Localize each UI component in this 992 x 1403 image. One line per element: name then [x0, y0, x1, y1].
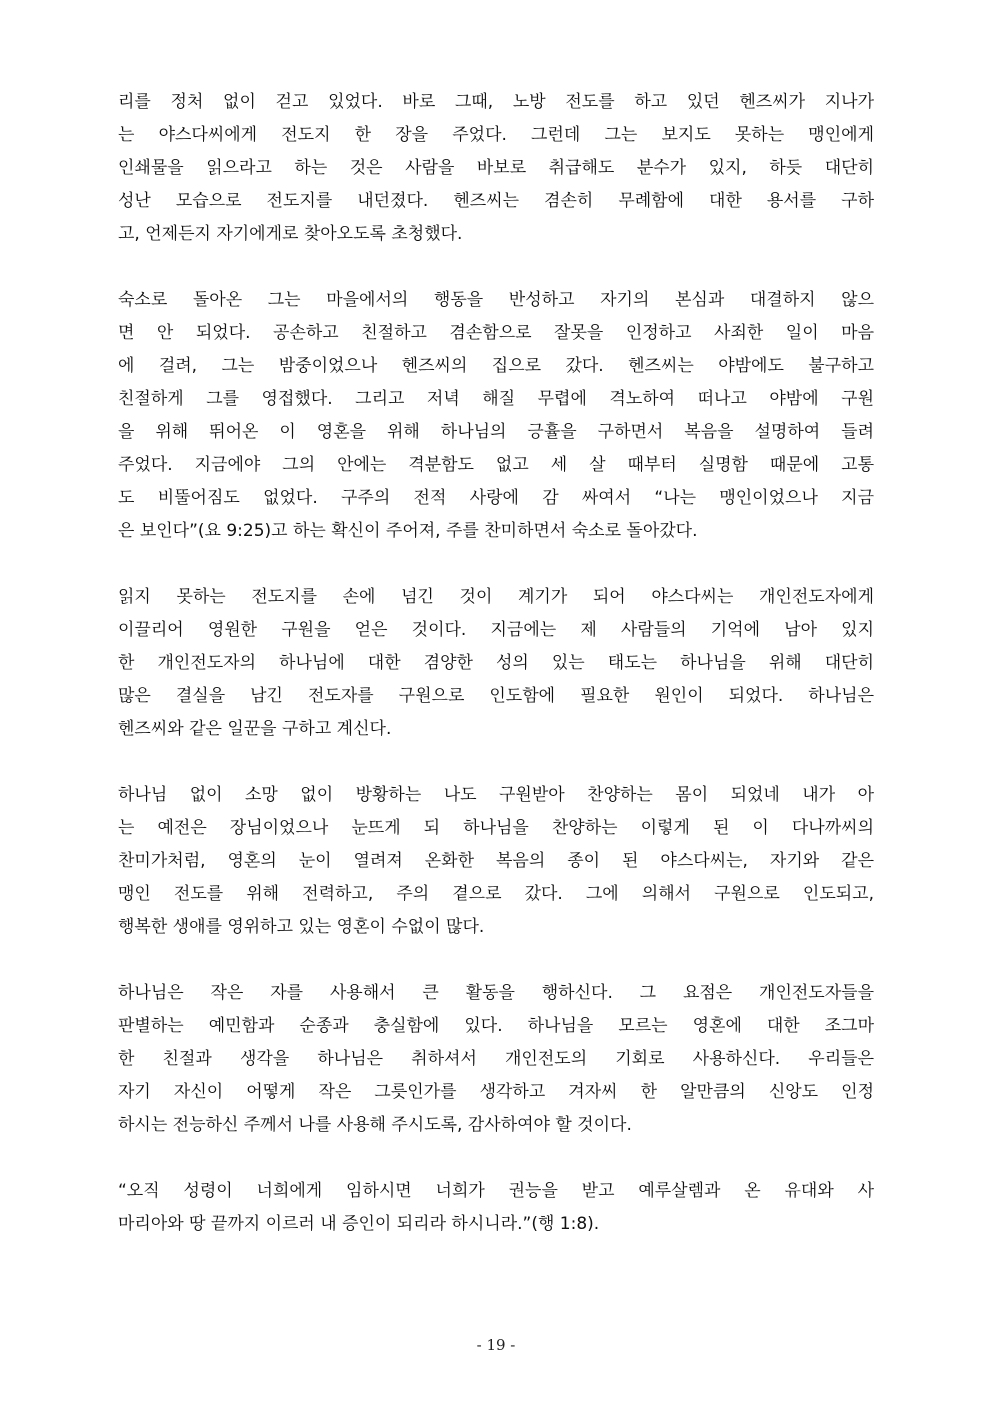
text-line: 숙소로 돌아온 그는 마을에서의 행동을 반성하고 자기의 본심과 대결하지 않으 — [118, 290, 874, 310]
document-body — [118, 86, 874, 1274]
paragraph-5 — [118, 977, 874, 1142]
text-line: 하나님은 작은 자를 사용해서 큰 활동을 행하신다. 그 요점은 개인전도자들을 — [118, 983, 874, 1003]
text-line: 헨즈씨와 같은 일꾼을 구하고 계신다. — [118, 719, 392, 739]
text-line: 은 보인다”(요 9:25)고 하는 확신이 주어져, 주를 찬미하면서 숙소로 돌아갔다. — [118, 521, 698, 541]
text-line: 행복한 생애를 영위하고 있는 영혼이 수없이 많다. — [118, 917, 485, 937]
paragraph-2 — [118, 284, 874, 548]
text-line: 는 야스다씨에게 전도지 한 장을 주었다. 그런데 그는 보지도 못하는 맹인에게 — [118, 125, 874, 145]
text-line: 찬미가처럼, 영혼의 눈이 열려져 온화한 복음의 종이 된 야스다씨는, 자기와 같은 — [118, 851, 874, 871]
text-line: 이끌리어 영원한 구원을 얻은 것이다. 지금에는 제 사람들의 기억에 남아 있지 — [118, 620, 874, 640]
text-line: 주었다. 지금에야 그의 안에는 격분함도 없고 세 살 때부터 실명함 때문에 고통 — [118, 455, 874, 475]
text-line: 하나님 없이 소망 없이 방황하는 나도 구원받아 찬양하는 몸이 되었네 내가 아 — [118, 785, 874, 805]
paragraph-4 — [118, 779, 874, 944]
text-line: 도 비뚤어짐도 없었다. 구주의 전적 사랑에 감 싸여서 “나는 맹인이었으나 지금 — [118, 488, 874, 508]
text-line: 을 위해 뛰어온 이 영혼을 위해 하나님의 긍휼을 구하면서 복음을 설명하여 들려 — [118, 422, 874, 442]
text-line: 한 개인전도자의 하나님에 대한 겸양한 성의 있는 태도는 하나님을 위해 대단히 — [118, 653, 874, 673]
text-line: 친절하게 그를 영접했다. 그리고 저녁 해질 무렵에 격노하여 떠나고 야밤에 구원 — [118, 389, 874, 409]
text-line: 인쇄물을 읽으라고 하는 것은 사람을 바보로 취급해도 분수가 있지, 하듯 대단히 — [118, 158, 874, 178]
text-line: 고, 언제든지 자기에게로 찾아오도록 초청했다. — [118, 224, 463, 244]
text-line: 맹인 전도를 위해 전력하고, 주의 곁으로 갔다. 그에 의해서 구원으로 인도되고, — [118, 884, 874, 904]
text-line: 리를 정처 없이 걷고 있었다. 바로 그때, 노방 전도를 하고 있던 헨즈씨가 지나가 — [118, 92, 874, 112]
text-line: 많은 결실을 남긴 전도자를 구원으로 인도함에 필요한 원인이 되었다. 하나님은 — [118, 686, 874, 706]
text-line: 성난 모습으로 전도지를 내던졌다. 헨즈씨는 겸손히 무례함에 대한 용서를 구하 — [118, 191, 874, 211]
paragraph-1 — [118, 86, 874, 251]
text-line: 판별하는 예민함과 순종과 충실함에 있다. 하나님을 모르는 영혼에 대한 조그마 — [118, 1016, 874, 1036]
paragraph-6 — [118, 1175, 874, 1241]
page-number: - 19 - — [476, 1336, 516, 1354]
text-line: 는 예전은 장님이었으나 눈뜨게 되 하나님을 찬양하는 이렇게 된 이 다나까씨의 — [118, 818, 874, 838]
text-line: 에 걸려, 그는 밤중이었으나 헨즈씨의 집으로 갔다. 헨즈씨는 야밤에도 불구하고 — [118, 356, 874, 376]
text-line: 자기 자신이 어떻게 작은 그릇인가를 생각하고 겨자씨 한 알만큼의 신앙도 인정 — [118, 1082, 874, 1102]
paragraph-3 — [118, 581, 874, 746]
text-line: “오직 성령이 너희에게 임하시면 너희가 권능을 받고 예루살렘과 온 유대와 사 — [118, 1181, 874, 1201]
text-line: 읽지 못하는 전도지를 손에 넘긴 것이 계기가 되어 야스다씨는 개인전도자에게 — [118, 587, 874, 607]
text-line: 하시는 전능하신 주께서 나를 사용해 주시도록, 감사하여야 할 것이다. — [118, 1115, 632, 1135]
text-line: 마리아와 땅 끝까지 이르러 내 증인이 되리라 하시니라.”(행 1:8). — [118, 1214, 600, 1234]
text-line: 면 안 되었다. 공손하고 친절하고 겸손함으로 잘못을 인정하고 사죄한 일이 마음 — [118, 323, 874, 343]
text-line: 한 친절과 생각을 하나님은 취하셔서 개인전도의 기회로 사용하신다. 우리들은 — [118, 1049, 874, 1069]
